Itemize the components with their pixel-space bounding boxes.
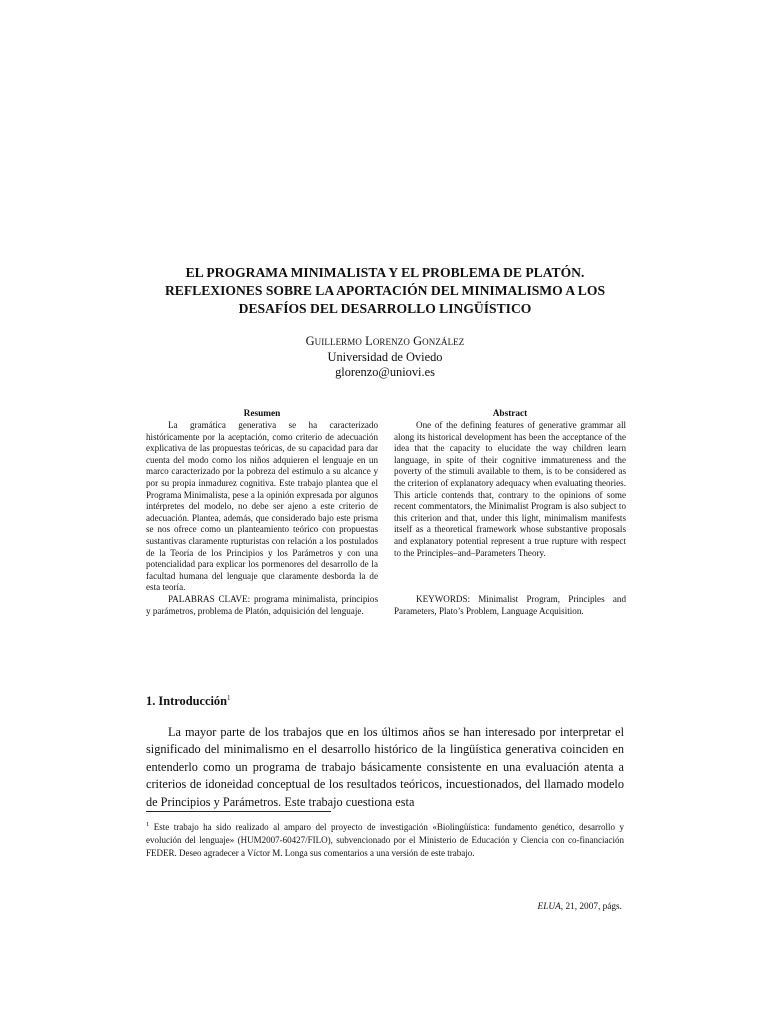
journal-citation: [538, 902, 622, 912]
abstract-column: [394, 408, 626, 617]
resumen-text: La gramática generativa se ha caracterizado históricamente por la aceptación, como criterio de adecuación explicativa de las propuestas teóricas, de su capacidad para dar cuenta del modo como los niños adquieren el lenguaje en un marco caracterizado por la pobreza del estímulo a su alcance y por su propia inmadurez cognitiva. Este trabajo plantea que el Programa Minimalista, pese a la opinión expresada por algunos intérpretes del modelo, no debe ser ajeno a este criterio de adecuación. Plantea, además, que considerado bajo este prisma se nos ofrece como un planteamiento teórico con propuestas sustantivas claramente rupturistas con relación a los postulados de la Teoría de los Principios y los Parámetros y con una potencialidad para explicar los pormenores del desarrollo de la facultad humana del lenguaje que claramente desborda la de esta teoría.: [146, 420, 378, 593]
section-title: 1. Introducción: [146, 694, 228, 709]
title-line-1: EL PROGRAMA MINIMALISTA Y EL PROBLEMA DE PLATÓN.: [185, 265, 585, 280]
abstract-keywords: KEYWORDS: Minimalist Program, Principles and Parameters, Plato’s Problem, Language Acquisition.: [394, 594, 626, 616]
footnote-reference[interactable]: 1: [227, 694, 231, 702]
footnote-text: Este trabajo ha sido realizado al amparo del proyecto de investigación «Biolingüística: fundamento genético, desarrollo y evolución del lenguaje» (HUM2007-60427/FILO), subvencionado por el Ministerio de Educación y Ciencia con co-financiación FEDER. Deseo agradecer a Víctor M. Longa sus comentarios a una versión de este trabajo.: [146, 822, 624, 858]
author-block: [145, 334, 625, 381]
resumen-keywords: PALABRAS CLAVE: programa minimalista, principios y parámetros, problema de Platón, adquisición del lenguaje.: [146, 593, 378, 616]
section-heading: [146, 694, 231, 709]
resumen-heading: Resumen: [243, 409, 281, 419]
abstract-text: One of the defining features of generative grammar all along its historical development has been the acceptance of the idea that the capacity to elucidate the way children learn language, in spite of their cognitive immatureness and the poverty of the stimuli available to them, is to be considered as the criterion of explanatory adequacy when evaluating theories. This article contends that, contrary to the opinions of some recent commentators, the Minimalist Program is also subject to this criterion and that, under this light, minimalism manifests itself as a theoretical framework whose substantive proposals and explanatory potential represent a true rupture with respect to the Principles–and–Parameters Theory.: [394, 420, 626, 558]
paper-title: [145, 264, 625, 318]
author-affiliation: Universidad de Oviedo: [327, 349, 443, 364]
author-name: Guillermo Lorenzo González: [305, 334, 465, 348]
footnote-divider: [146, 811, 331, 812]
journal-name: ELUA: [537, 902, 561, 912]
footnote: [146, 818, 624, 860]
author-email: glorenzo@uniovi.es: [335, 365, 435, 379]
journal-details: , 21, 2007, págs.: [560, 902, 622, 912]
body-paragraph: La mayor parte de los trabajos que en los últimos años se han interesado por interpretar el significado del minimalismo en el desarrollo histórico de la lingüística generativa coinciden en entenderlo como un programa de trabajo básicamente consistente en una evaluación atenta a criterios de idoneidad conceptual de los resultados teóricos, incuestionados, del llamado modelo de Principios y Parámetros. Este trabajo cuestiona esta: [146, 725, 624, 809]
resumen-column: [146, 408, 378, 617]
title-line-2: REFLEXIONES SOBRE LA APORTACIÓN DEL MINIMALISMO A LOS: [164, 283, 606, 298]
footnote-mark: 1: [146, 821, 150, 828]
abstract-heading: Abstract: [492, 409, 528, 419]
title-line-3: DESAFÍOS DEL DESARROLLO LINGÜÍSTICO: [238, 301, 532, 316]
